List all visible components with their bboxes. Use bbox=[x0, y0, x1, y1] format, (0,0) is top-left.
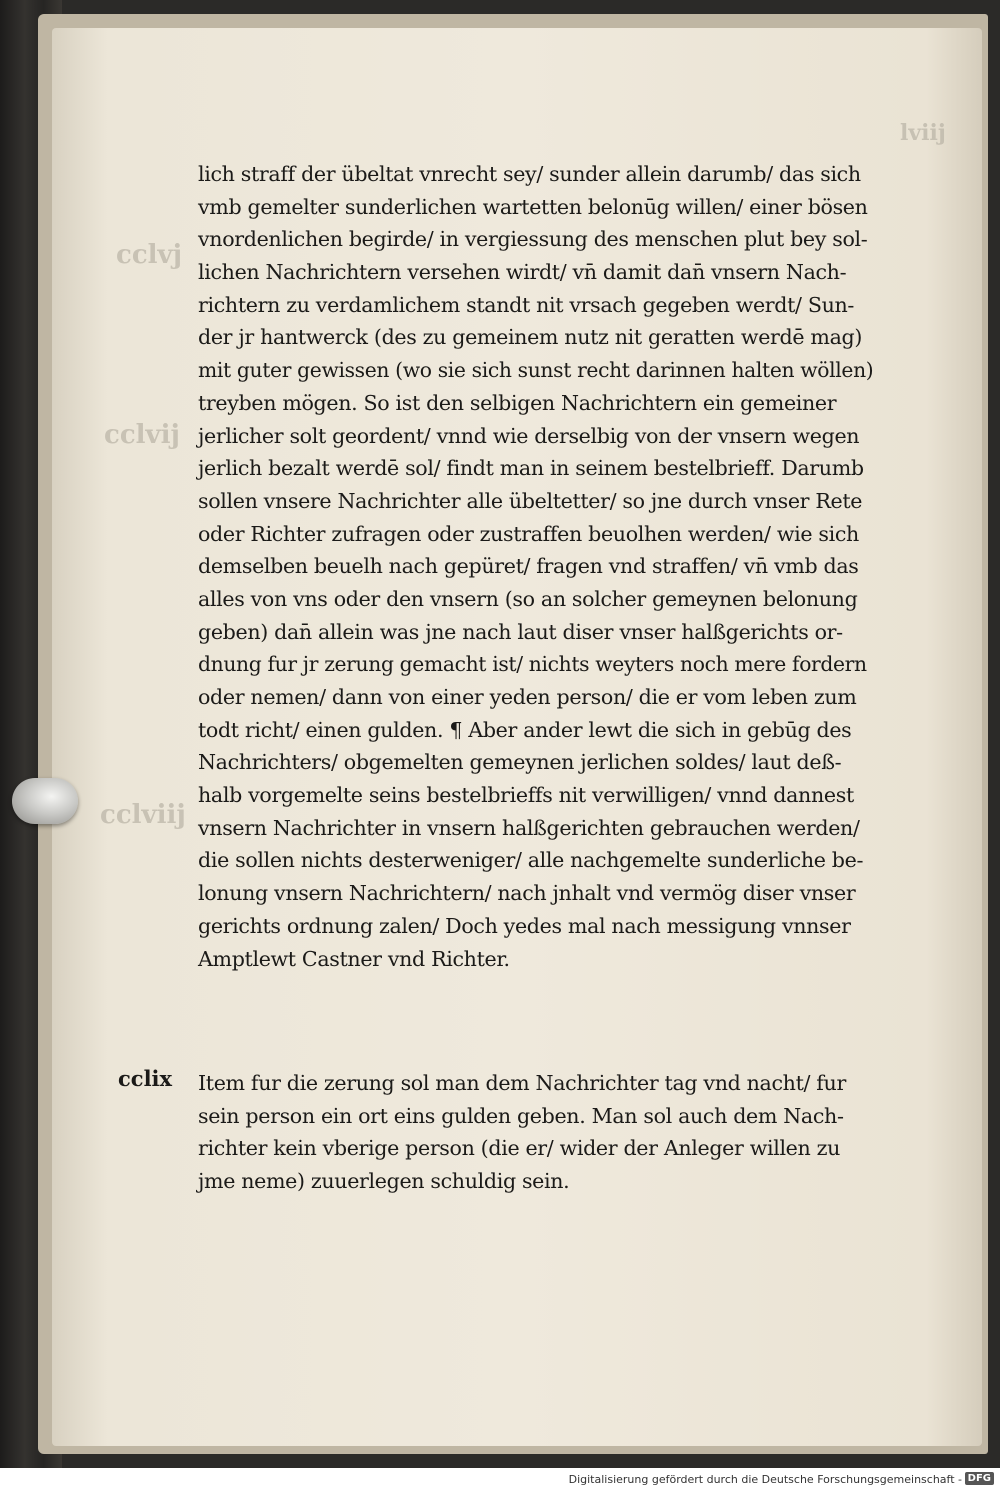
ghost-mark: cclvij bbox=[104, 420, 180, 450]
dfg-logo: DFG bbox=[965, 1472, 994, 1485]
footer-credit: Digitalisierung gefördert durch die Deutsche Forschungsgemeinschaft - bbox=[568, 1473, 962, 1486]
text-line: todt richt/ einen gulden. ¶ Aber ander lewt die sich in gebūg des bbox=[198, 717, 852, 742]
footer-bar bbox=[0, 1468, 1000, 1493]
marginal-number: cclix bbox=[118, 1066, 173, 1091]
text-line: gerichts ordnung zalen/ Doch yedes mal nach messigung vnnser bbox=[198, 913, 851, 938]
text-line: lonung vnsern Nachrichtern/ nach jnhalt vnd vermög diser vnser bbox=[198, 881, 856, 906]
ghost-mark: cclviij bbox=[100, 800, 186, 830]
text-line: vnordenlichen begirde/ in vergiessung des menschen plut bey sol- bbox=[198, 227, 868, 252]
text-line: dnung fur jr zerung gemacht ist/ nichts weyters noch mere fordern bbox=[198, 652, 867, 677]
text-line: lich straff der übeltat vnrecht sey/ sunder allein darumb/ das sich bbox=[198, 162, 861, 186]
text-line: oder nemen/ dann von einer yeden person/ die er vom leben zum bbox=[198, 685, 857, 709]
text-line: oder Richter zufragen oder zustraffen beuolhen werden/ wie sich bbox=[198, 521, 859, 546]
ghost-mark: cclvj bbox=[116, 240, 183, 270]
text-line: Amptlewt Castner vnd Richter. bbox=[198, 946, 510, 971]
text-line: richtern zu verdamlichem standt nit vrsach gegeben werdt/ Sun- bbox=[198, 292, 855, 317]
text-line: jerlicher solt geordent/ vnnd wie derselbig von der vnsern wegen bbox=[198, 423, 860, 448]
page-clip bbox=[12, 778, 78, 824]
text-line: der jr hantwerck (des zu gemeinem nutz nit geratten werdē mag) bbox=[198, 325, 863, 350]
item-paragraph bbox=[198, 1066, 873, 1197]
text-line: richter kein vberige person (die er/ wider der Anleger willen zu bbox=[198, 1136, 841, 1161]
ghost-mark: lviij bbox=[900, 120, 946, 146]
text-line: Item fur die zerung sol man dem Nachrichter tag vnd nacht/ fur bbox=[198, 1071, 846, 1095]
text-line: alles von vns oder den vnsern (so an solcher gemeynen belonung bbox=[198, 586, 858, 611]
text-line: sein person ein ort eins gulden geben. Man sol auch dem Nach- bbox=[198, 1103, 844, 1128]
text-line: mit guter gewissen (wo sie sich sunst recht darinnen halten wöllen) bbox=[198, 358, 874, 383]
text-line: sollen vnsere Nachrichter alle übeltetter/ so jne durch vnser Rete bbox=[198, 488, 863, 513]
text-line: jme neme) zuuerlegen schuldig sein. bbox=[198, 1169, 570, 1194]
text-line: geben) dan̄ allein was jne nach laut diser vnser halßgerichts or- bbox=[198, 619, 843, 644]
text-line: jerlich bezalt werdē sol/ findt man in seinem bestelbrieff. Darumb bbox=[198, 456, 864, 481]
text-line: Nachrichters/ obgemelten gemeynen jerlichen soldes/ laut deß- bbox=[198, 750, 842, 775]
main-paragraph bbox=[198, 158, 873, 975]
text-line: vmb gemelter sunderlichen wartetten belonūg willen/ einer bösen bbox=[198, 194, 868, 219]
text-line: treyben mögen. So ist den selbigen Nachrichtern ein gemeiner bbox=[198, 390, 837, 415]
text-line: vnsern Nachrichter in vnsern halßgerichten gebrauchen werden/ bbox=[198, 815, 860, 840]
text-line: die sollen nichts desterweniger/ alle nachgemelte sunderliche be- bbox=[198, 848, 864, 873]
text-line: demselben beuelh nach gepüret/ fragen vnd straffen/ vn̄ vmb das bbox=[198, 554, 859, 579]
text-line: lichen Nachrichtern versehen wirdt/ vn̄ damit dan̄ vnsern Nach- bbox=[198, 260, 847, 285]
text-line: halb vorgemelte seins bestelbrieffs nit verwilligen/ vnnd dannest bbox=[198, 783, 854, 808]
